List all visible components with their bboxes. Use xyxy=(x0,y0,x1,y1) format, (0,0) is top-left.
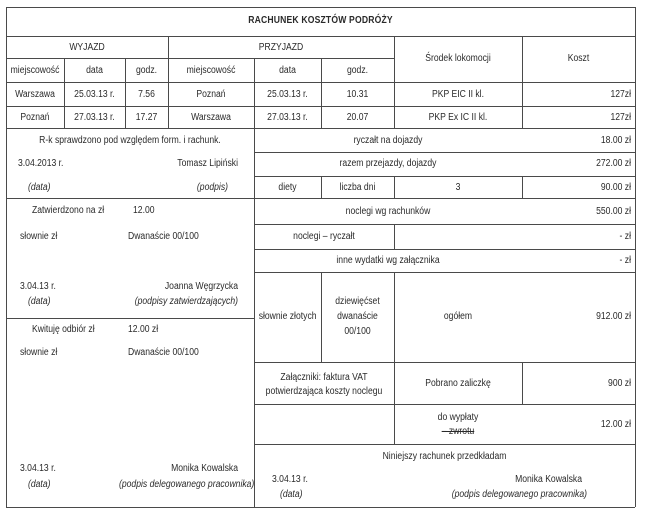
trip1-wyj-miejsce: Warszawa xyxy=(15,89,55,100)
v-slownie-2 xyxy=(394,272,395,362)
col-data-2: data xyxy=(279,65,296,76)
header-srodek: Środek lokomocji xyxy=(425,53,491,64)
diety-value: 90.00 zł xyxy=(600,182,631,193)
submission-text: Niniejszy rachunek przedkładam xyxy=(382,451,507,462)
receipt-amount: 12.00 zł xyxy=(128,324,159,335)
ryczalt-dojazdy-value: 18.00 zł xyxy=(600,135,631,146)
pobrano-label: Pobrano zaliczkę xyxy=(425,378,491,389)
v-col-godz-2 xyxy=(321,58,322,128)
form-title: RACHUNEK KOSZTÓW PODRÓŻY xyxy=(248,15,393,26)
v-divider-przyjazd-srodek xyxy=(394,36,395,128)
do-wyplaty-line2: – zwrotu xyxy=(441,426,475,437)
trip1-wyj-data: 25.03.13 r. xyxy=(74,89,115,100)
trip1-wyj-godz: 7.56 xyxy=(138,89,155,100)
trip1-prz-data: 25.03.13 r. xyxy=(267,89,308,100)
approval-date: 3.04.13 r. xyxy=(20,281,56,292)
col-godz-2: godz. xyxy=(346,65,369,76)
border-right xyxy=(635,7,636,507)
receipt-name: Monika Kowalska xyxy=(171,463,238,474)
inne-value: - zł xyxy=(619,255,631,266)
trip2-koszt: 127zł xyxy=(610,112,631,123)
right-divider-wyplata xyxy=(254,444,635,445)
approval-amount: 12.00 xyxy=(133,205,155,216)
trip2-wyj-miejsce: Poznań xyxy=(20,112,50,123)
verification-date: 3.04.2013 r. xyxy=(18,158,64,169)
receipt-date-caption: (data) xyxy=(28,479,51,490)
ogolem-value: 912.00 zł xyxy=(596,311,631,322)
do-wyplaty-line1: do wypłaty xyxy=(437,412,479,423)
ryczalt-dojazdy-label: ryczałt na dojazdy xyxy=(353,135,423,146)
v-slownie-1 xyxy=(321,272,322,362)
noclegi-rach-value: 550.00 zł xyxy=(596,206,631,217)
v-diety-2 xyxy=(394,176,395,198)
submission-sign-caption: (podpis delegowanego pracownika) xyxy=(451,489,588,500)
trip1-prz-godz: 10.31 xyxy=(346,89,369,100)
razem-label: razem przejazdy, dojazdy xyxy=(339,158,437,169)
approval-words: Dwanaście 00/100 xyxy=(128,231,199,242)
receipt-sign-caption: (podpis delegowanego pracownika) xyxy=(119,479,255,490)
title-divider xyxy=(6,36,635,37)
right-divider-zalaczniki xyxy=(254,404,635,405)
trip1-koszt: 127zł xyxy=(610,89,631,100)
v-noclegi-ryczalt xyxy=(394,224,395,249)
slownie-zlotych-line3: 00/100 xyxy=(344,326,371,337)
header-wyjazd: WYJAZD xyxy=(69,42,105,53)
right-divider-razem xyxy=(254,176,635,177)
approval-label: Zatwierdzono na zł xyxy=(32,205,105,216)
trip2-prz-godz: 20.07 xyxy=(346,112,369,123)
receipt-words: Dwanaście 00/100 xyxy=(128,347,199,358)
zalaczniki-line2: potwierdzająca koszty noclegu xyxy=(265,386,383,397)
right-divider-inne xyxy=(254,272,635,273)
v-pobrano xyxy=(522,362,523,404)
noclegi-ryczalt-label: noclegi – ryczałt xyxy=(293,231,355,242)
col-godz-1: godz. xyxy=(135,65,158,76)
trip2-srodek: PKP Ex IC II kl. xyxy=(428,112,488,123)
col-miejscowosc-1: miejscowość xyxy=(10,65,60,76)
approval-words-label: słownie zł xyxy=(20,231,58,242)
right-divider-noclegi xyxy=(254,224,635,225)
slownie-zlotych-label: słownie złotych xyxy=(258,311,317,322)
v-divider-srodek-koszt xyxy=(522,36,523,128)
ogolem-label: ogółem xyxy=(443,311,473,322)
trip2-wyj-data: 27.03.13 r. xyxy=(74,112,115,123)
zalaczniki-line1: Załączniki: faktura VAT xyxy=(280,372,368,383)
v-divider-wyjazd-przyjazd xyxy=(168,36,169,128)
noclegi-rach-label: noclegi wg rachunków xyxy=(345,206,431,217)
v-col-data-2 xyxy=(254,58,255,128)
slownie-zlotych-line1: dziewięćset xyxy=(335,296,380,307)
submission-name: Monika Kowalska xyxy=(515,474,582,485)
v-diety-1 xyxy=(321,176,322,198)
right-divider-ryczalt xyxy=(254,152,635,153)
inne-label: inne wydatki wg załącznika xyxy=(336,255,440,266)
slownie-zlotych-line2: dwanaście xyxy=(337,311,378,322)
trip2-prz-miejsce: Warszawa xyxy=(191,112,231,123)
liczba-dni-value: 3 xyxy=(455,182,461,193)
receipt-date: 3.04.13 r. xyxy=(20,463,56,474)
submission-date: 3.04.13 r. xyxy=(272,474,308,485)
verification-sign-caption: (podpis) xyxy=(196,182,228,193)
liczba-dni-label: liczba dni xyxy=(339,182,376,193)
trip1-srodek: PKP EIC II kl. xyxy=(432,89,484,100)
left-divider-approval xyxy=(6,198,635,199)
row-divider-3 xyxy=(6,128,635,129)
v-col-data-1 xyxy=(64,58,65,128)
verification-name: Tomasz Lipiński xyxy=(177,158,238,169)
col-data-1: data xyxy=(86,65,103,76)
approval-name: Joanna Węgrzycka xyxy=(164,281,238,292)
header-przyjazd: PRZYJAZD xyxy=(258,42,304,53)
submission-date-caption: (data) xyxy=(280,489,303,500)
receipt-label: Kwituję odbiór zł xyxy=(32,324,95,335)
border-top xyxy=(6,7,635,8)
border-bottom xyxy=(6,507,635,508)
header-koszt: Koszt xyxy=(567,53,590,64)
col-miejscowosc-2: miejscowość xyxy=(186,65,236,76)
do-wyplaty-value: 12.00 zł xyxy=(600,419,631,430)
v-divider-main xyxy=(254,128,255,507)
approval-sign-caption: (podpisy zatwierdzających) xyxy=(134,296,238,307)
receipt-words-label: słownie zł xyxy=(20,347,58,358)
razem-value: 272.00 zł xyxy=(596,158,631,169)
trip2-wyj-godz: 17.27 xyxy=(135,112,158,123)
right-divider-ryczalt-nocl xyxy=(254,249,635,250)
approval-date-caption: (data) xyxy=(28,296,51,307)
v-zalaczniki xyxy=(394,362,395,444)
trip2-prz-data: 27.03.13 r. xyxy=(267,112,308,123)
v-diety-3 xyxy=(522,176,523,198)
noclegi-ryczalt-value: - zł xyxy=(619,231,631,242)
verification-date-caption: (data) xyxy=(28,182,51,193)
pobrano-value: 900 zł xyxy=(608,378,631,389)
verification-text: R-k sprawdzono pod względem form. i rachunk. xyxy=(39,135,221,146)
left-divider-receipt xyxy=(6,318,254,319)
trip1-prz-miejsce: Poznań xyxy=(196,89,226,100)
v-col-godz-1 xyxy=(125,58,126,128)
diety-label: diety xyxy=(278,182,297,193)
right-divider-ogolem xyxy=(254,362,635,363)
